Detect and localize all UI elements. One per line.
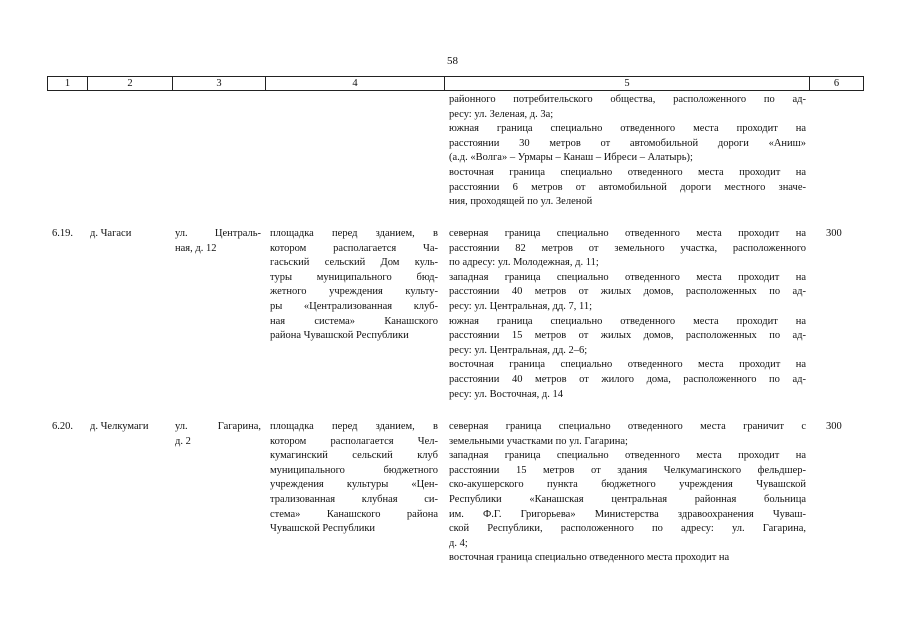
header-col-4: 4 (266, 77, 445, 91)
text-line: ресу: ул. Центральная, дд. 2–6; (449, 344, 588, 356)
text-line: д. 4; (449, 537, 468, 549)
text-line: восточная граница специально отведенного места проходит на (449, 359, 806, 371)
text-line: котором располагается Ча- (270, 242, 438, 254)
text-line: стема» Канашского района (270, 508, 438, 520)
text-line: ная, д. 12 (175, 242, 217, 254)
site-boundaries (449, 420, 806, 566)
table-header (47, 76, 864, 91)
continued-boundaries-text (449, 93, 806, 210)
text-line: трализованная клубная си- (270, 493, 438, 505)
text-line: муниципального бюджетного (270, 464, 438, 476)
header-col-2: 2 (88, 77, 173, 91)
page-number: 58 (447, 55, 458, 67)
text-line: ния, проходящей по ул. Зеленой (449, 196, 593, 208)
text-line: ресу: ул. Зеленая, д. 3а; (449, 108, 554, 120)
text-line: районного потребительского общества, расположенного по ад- (449, 94, 806, 105)
site-description (270, 227, 438, 344)
text-line: Чувашской Республики (270, 523, 376, 535)
text-line: северная граница специально отведенного места граничит с (449, 421, 806, 432)
text-line: восточная граница специально отведенного места проходит на (449, 552, 730, 564)
text-line: д. 2 (175, 435, 191, 447)
text-line: туры муниципального бюд- (270, 271, 438, 283)
text-line: ры «Централизованная клуб- (270, 300, 438, 312)
header-col-6: 6 (810, 77, 864, 91)
text-line: ная система» Канашского (270, 315, 438, 327)
text-line: расстоянии 15 метров от жилых домов, расположенных по ад- (449, 330, 806, 342)
header-col-1: 1 (48, 77, 88, 91)
site-area: 300 (826, 421, 842, 432)
text-line: земельными участками по ул. Гагарина; (449, 435, 628, 447)
header-col-5: 5 (445, 77, 810, 91)
settlement-name: д. Челкумаги (90, 421, 149, 432)
row-number: 6.19. (52, 228, 73, 239)
text-line: (а.д. «Волга» – Урмары – Канаш – Ибреси – Алатырь); (449, 152, 693, 164)
site-address (175, 420, 261, 449)
text-line: ресу: ул. Центральная, дд. 7, 11; (449, 300, 593, 312)
text-line: расстоянии 40 метров от жилых домов, расположенных по ад- (449, 286, 806, 298)
text-line: южная граница специально отведенного места проходит на (449, 315, 806, 327)
text-line: района Чувашской Республики (270, 330, 409, 342)
text-line: по адресу: ул. Молодежная, д. 11; (449, 257, 599, 269)
header-col-3: 3 (173, 77, 266, 91)
settlement-name: д. Чагаси (90, 228, 132, 239)
text-line: гасьский сельский Дом куль- (270, 257, 438, 269)
text-line: жетного учреждения культу- (270, 286, 438, 298)
text-line: западная граница специально отведенного места проходит на (449, 450, 806, 462)
text-line: ул. Гагарина, (175, 421, 261, 432)
text-line: расстоянии 40 метров от жилого дома, расположенного по ад- (449, 373, 806, 385)
text-line: расстоянии 82 метров от земельного участка, расположенного (449, 242, 806, 254)
text-line: кумагинский сельский клуб (270, 450, 438, 462)
text-line: расстоянии 15 метров от здания Челкумагинского фельдшер- (449, 464, 806, 476)
text-line: расстоянии 30 метров от автомобильной дороги «Аниш» (449, 137, 806, 149)
text-line: западная граница специально отведенного места проходит на (449, 271, 806, 283)
text-line: южная граница специально отведенного места проходит на (449, 123, 806, 135)
row-number: 6.20. (52, 421, 73, 432)
text-line: площадка перед зданием, в (270, 421, 438, 432)
text-line: Республики «Канашская центральная районная больница (449, 493, 806, 505)
text-line: ул. Централь- (175, 228, 261, 239)
text-line: ско-акушерского пункта бюджетного учреждения Чувашской (449, 479, 806, 491)
text-line: северная граница специально отведенного места проходит на (449, 228, 806, 239)
text-line: восточная граница специально отведенного места проходит на (449, 166, 806, 178)
text-line: учреждения культуры «Цен- (270, 479, 438, 491)
text-line: ской Республики, расположенного по адресу: ул. Гагарина, (449, 523, 806, 535)
site-area: 300 (826, 228, 842, 239)
text-line: ресу: ул. Восточная, д. 14 (449, 388, 563, 400)
text-line: им. Ф.Г. Григорьева» Министерства здравоохранения Чуваш- (449, 508, 806, 520)
text-line: площадка перед зданием, в (270, 228, 438, 239)
text-line: расстоянии 6 метров от автомобильной дороги местного значе- (449, 181, 806, 193)
site-description (270, 420, 438, 537)
site-boundaries (449, 227, 806, 402)
text-line: котором располагается Чел- (270, 435, 438, 447)
site-address (175, 227, 261, 256)
